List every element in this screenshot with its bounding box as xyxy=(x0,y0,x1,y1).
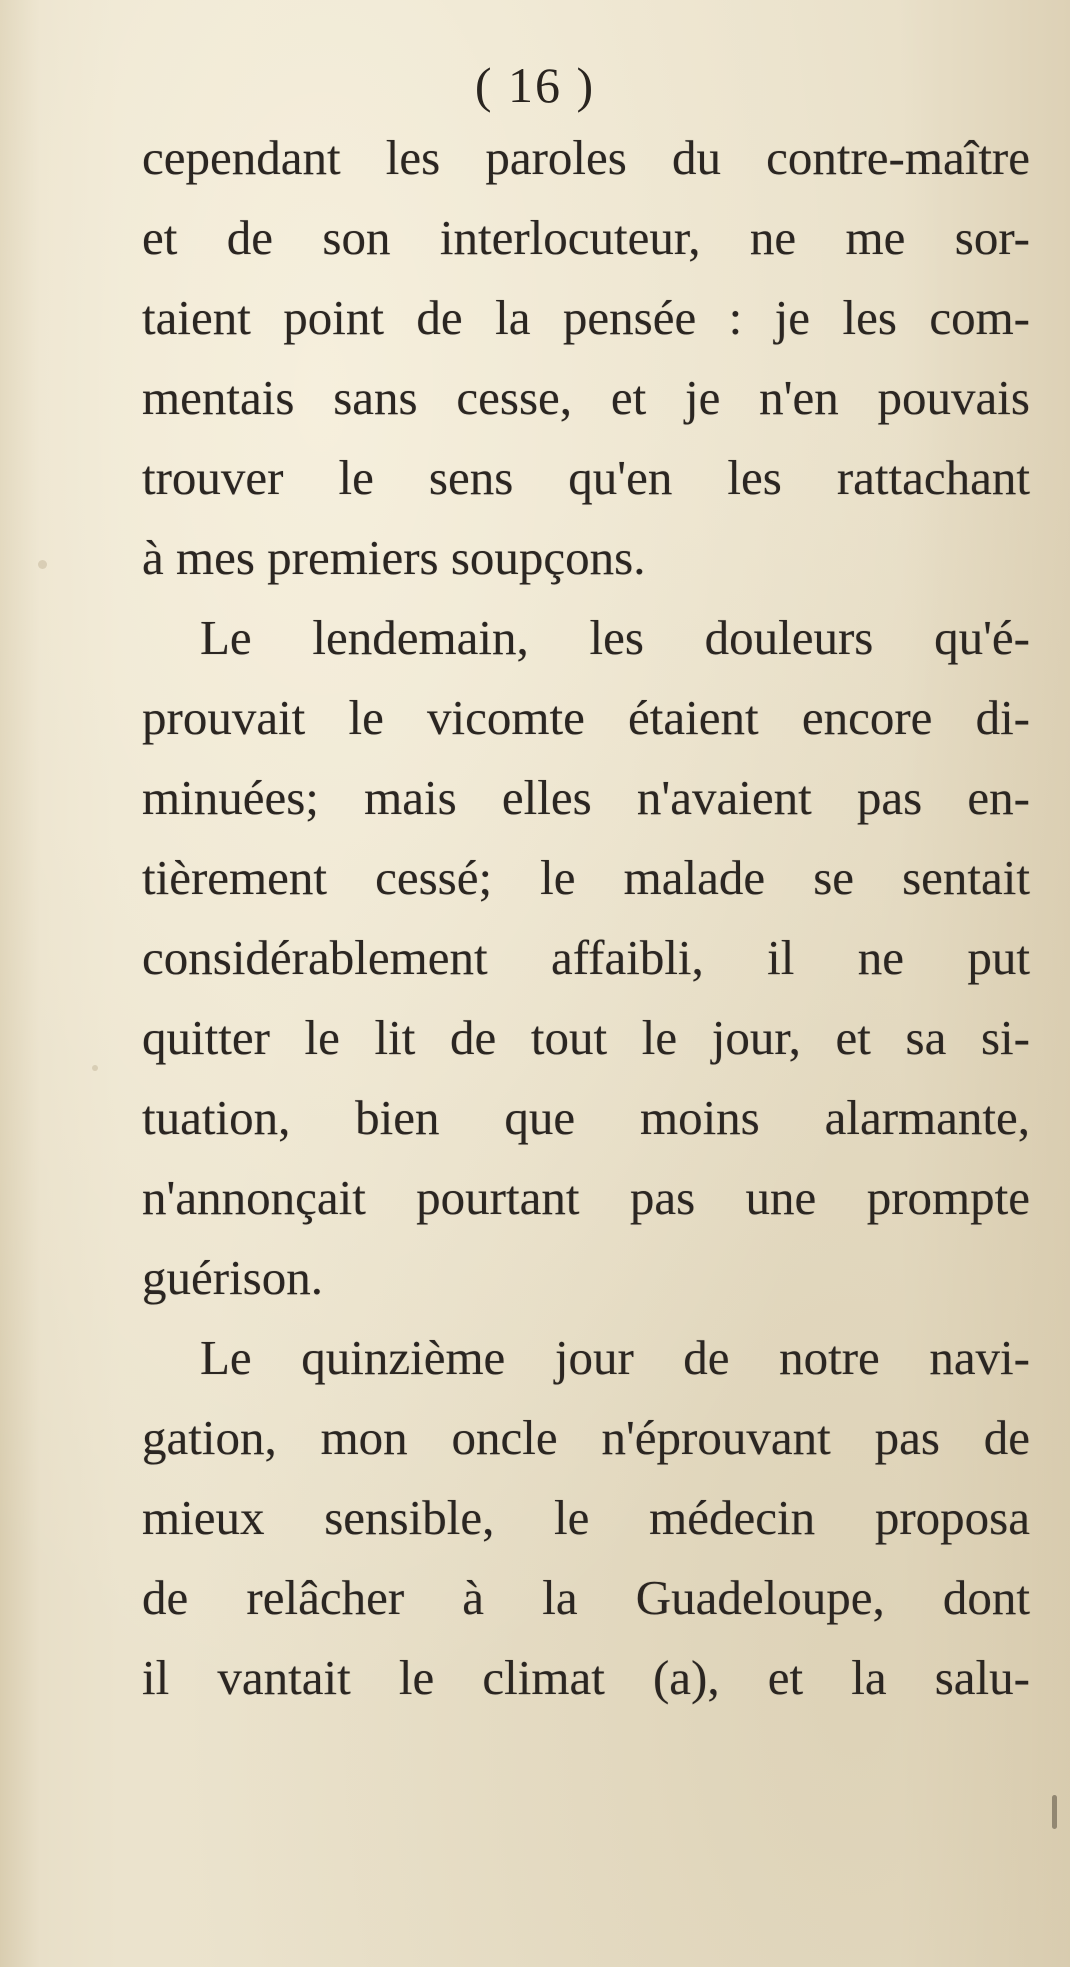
text-line: Le quinzième jour de notre navi- xyxy=(200,1330,1030,1385)
text-line: prouvait le vicomte étaient encore di- xyxy=(142,690,1030,745)
text-line: cependant les paroles du contre-maître xyxy=(142,130,1030,185)
text-line: considérablement affaibli, il ne put xyxy=(142,930,1030,985)
text-line: mentais sans cesse, et je n'en pouvais xyxy=(142,370,1030,425)
text-line: taient point de la pensée : je les com- xyxy=(142,290,1030,345)
paper-stain xyxy=(1052,1795,1057,1829)
text-line: de relâcher à la Guadeloupe, dont xyxy=(142,1570,1030,1625)
page-number: ( 16 ) xyxy=(474,57,596,113)
text-line: n'annonçait pourtant pas une prompte xyxy=(142,1170,1030,1225)
text-line: tuation, bien que moins alarmante, xyxy=(142,1090,1030,1145)
paper-stain xyxy=(38,560,47,569)
text-line: Le lendemain, les douleurs qu'é- xyxy=(200,610,1030,665)
text-line: guérison. xyxy=(142,1250,323,1305)
text-line: minuées; mais elles n'avaient pas en- xyxy=(142,770,1030,825)
text-line: il vantait le climat (a), et la salu- xyxy=(142,1650,1030,1705)
text-line: trouver le sens qu'en les rattachant xyxy=(142,450,1030,505)
text-line: gation, mon oncle n'éprouvant pas de xyxy=(142,1410,1030,1465)
text-line: mieux sensible, le médecin proposa xyxy=(142,1490,1030,1545)
text-line: quitter le lit de tout le jour, et sa si- xyxy=(142,1010,1030,1065)
paper-stain xyxy=(92,1065,98,1071)
text-line: tièrement cessé; le malade se sentait xyxy=(142,850,1030,905)
text-line: et de son interlocuteur, ne me sor- xyxy=(142,210,1030,265)
text-line: à mes premiers soupçons. xyxy=(142,530,646,585)
